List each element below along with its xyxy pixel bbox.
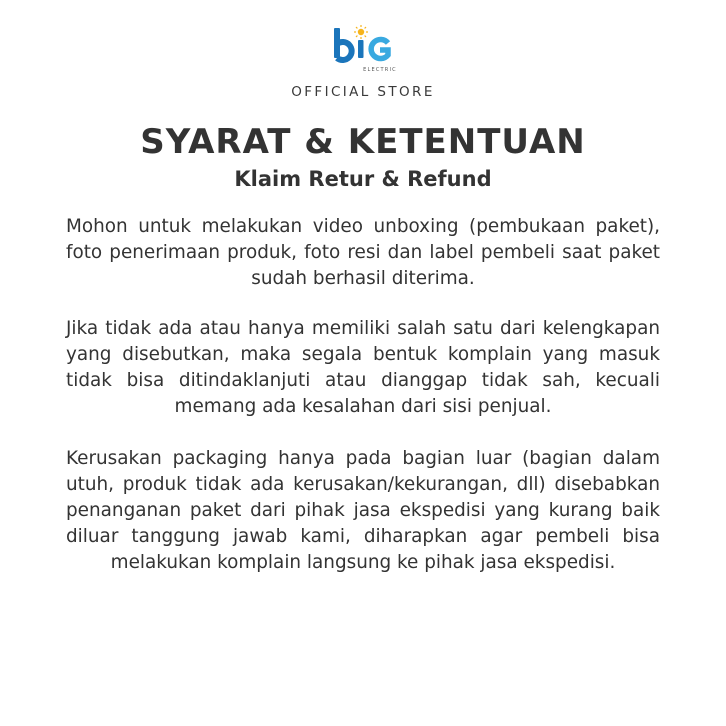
official-store-label: OFFICIAL STORE [291,84,435,100]
page-title: SYARAT & KETENTUAN [140,122,586,162]
terms-paragraph-packaging-damage: Kerusakan packaging hanya pada bagian luar (bagian dalam utuh, produk tidak ada kerusakan/kekurangan, dll) disebabkan penanganan paket dari pihak jasa ekspedisi yang kurang baik diluar tanggung jawab kami, diharapkan agar pembeli bisa melakukan komplain langsung ke pihak jasa ekspedisi. [66,448,660,573]
logo-subtext: ELECTRIC [363,67,397,73]
store-header [0,22,726,100]
terms-paragraph-unboxing: Mohon untuk melakukan video unboxing (pembukaan paket), foto penerimaan produk, foto resi dan label pembeli saat paket sudah berhasil diterima. [66,216,660,289]
big-electric-logo [328,22,398,78]
terms-paragraph-incomplete-evidence: Jika tidak ada atau hanya memiliki salah satu dari kelengkapan yang disebutkan, maka segala bentuk komplain yang masuk tidak bisa ditindaklanjuti atau dianggap tidak sah, kecuali memang ada kesalahan dari sisi penjual. [66,318,660,417]
page-subtitle: Klaim Retur & Refund [234,167,492,191]
